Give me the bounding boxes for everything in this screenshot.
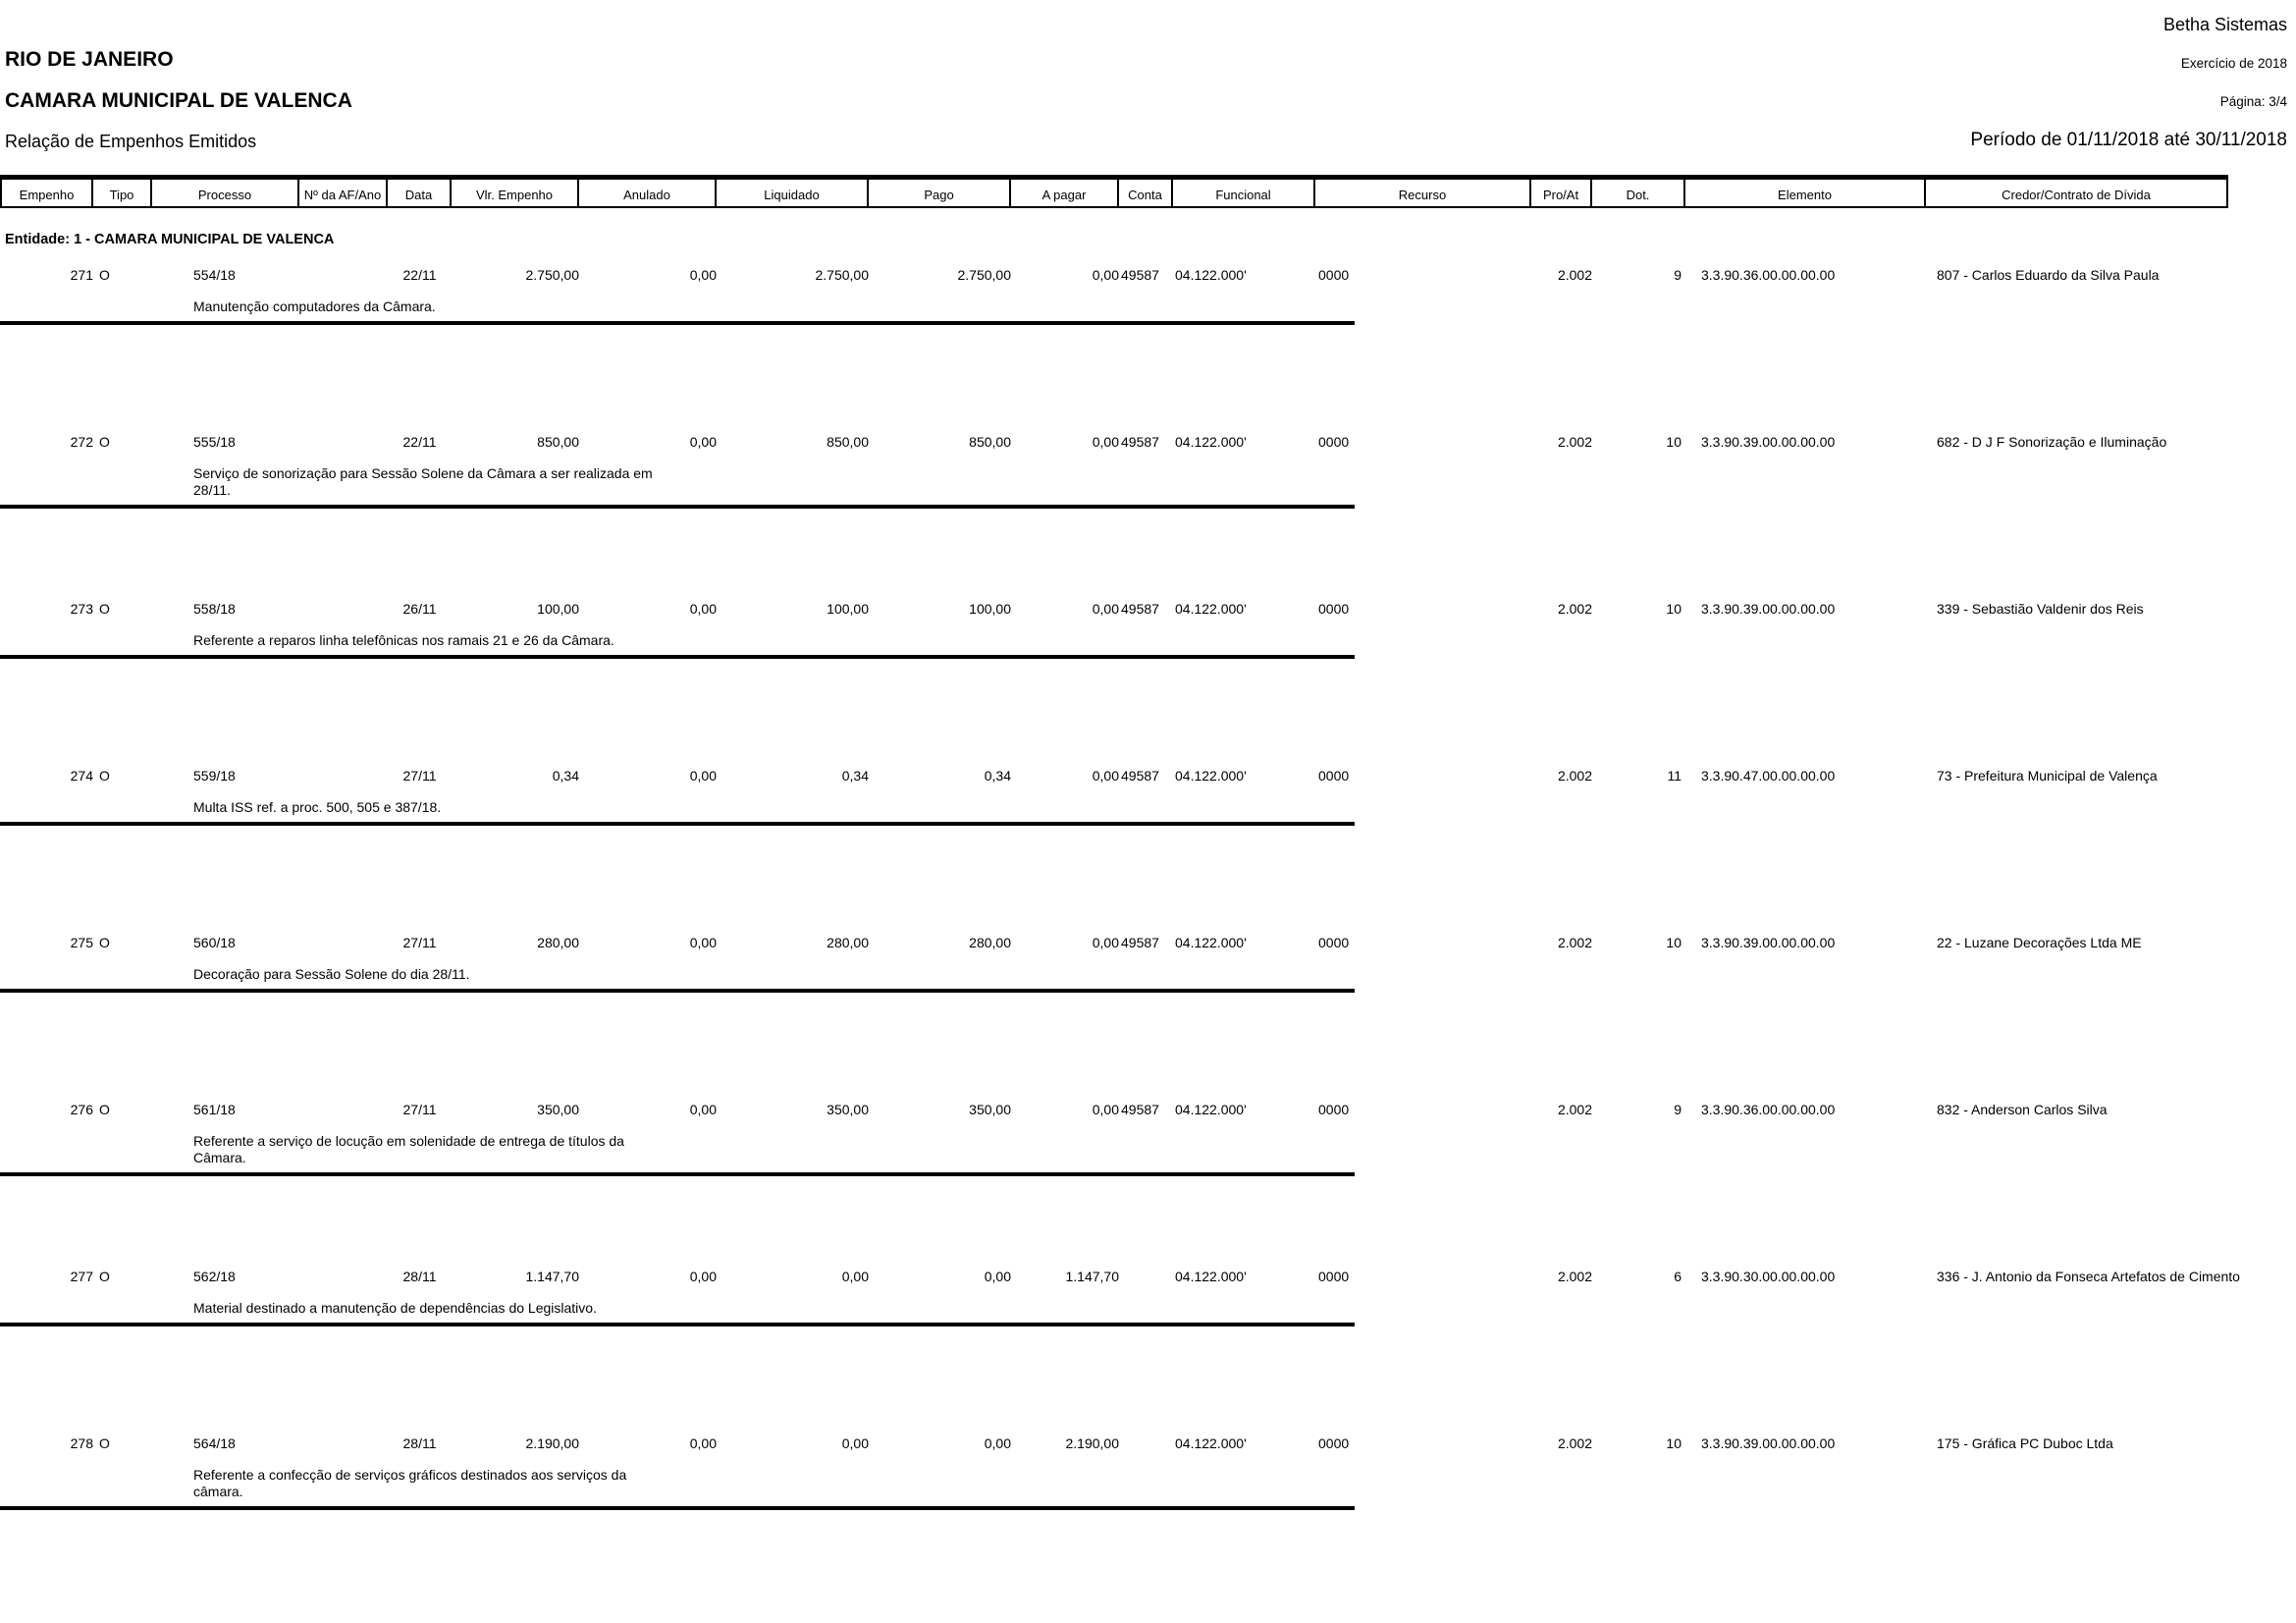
table-header-cell-11: Conta (1119, 178, 1173, 208)
cell-dot: 10 (1666, 601, 1682, 617)
vendor-name: Betha Sistemas (2163, 15, 2287, 34)
cell-af_ano (299, 599, 388, 619)
cell-af_ano (299, 1267, 388, 1286)
cell-pro_at: 2.002 (1557, 1435, 1592, 1451)
row-description: Referente a confecção de serviços gráficos destinados aos serviços da câmara. (193, 1467, 627, 1499)
row-separator (0, 1323, 1355, 1326)
cell-anulado: 0,00 (689, 1269, 717, 1284)
cell-processo: 560/18 (193, 935, 236, 950)
cell-elemento: 3.3.90.36.00.00.00.00 (1701, 267, 1836, 283)
page-number: Página: 3/4 (2219, 94, 2287, 109)
cell-tipo: O (99, 1435, 110, 1451)
row-separator (0, 1172, 1355, 1176)
cell-empenho: 275 (70, 935, 93, 950)
cell-af_ano (299, 1100, 388, 1119)
cell-elemento: 3.3.90.30.00.00.00.00 (1701, 1269, 1836, 1284)
report-city: RIO DE JANEIRO (5, 48, 174, 71)
cell-empenho: 276 (70, 1102, 93, 1117)
cell-a_pagar: 0,00 (1092, 1102, 1119, 1117)
cell-tipo: O (99, 768, 110, 784)
empenho-row (0, 1434, 2296, 1600)
cell-elemento: 3.3.90.39.00.00.00.00 (1701, 434, 1836, 450)
cell-recurso: 0000 (1318, 267, 1350, 283)
row-description: Serviço de sonorização para Sessão Solene da Câmara a ser realizada em 28/11. (193, 465, 653, 498)
table-header-cell-8: Liquidado (717, 178, 869, 208)
cell-liquidado: 100,00 (827, 601, 869, 617)
cell-vlr_empenho: 850,00 (537, 434, 579, 450)
row-description: Material destinado a manutenção de dependências do Legislativo. (193, 1300, 597, 1316)
row-description: Decoração para Sessão Solene do dia 28/11. (193, 966, 470, 982)
table-header-cell-2: Tipo (93, 178, 152, 208)
cell-anulado: 0,00 (689, 935, 717, 950)
cell-tipo: O (99, 1102, 110, 1117)
cell-processo: 562/18 (193, 1269, 236, 1284)
cell-vlr_empenho: 350,00 (537, 1102, 579, 1117)
cell-dot: 9 (1674, 267, 1682, 283)
cell-vlr_empenho: 2.190,00 (525, 1435, 579, 1451)
cell-dot: 10 (1666, 1435, 1682, 1451)
cell-pro_at: 2.002 (1557, 434, 1592, 450)
cell-af_ano (299, 933, 388, 952)
cell-recurso: 0000 (1318, 935, 1350, 950)
cell-anulado: 0,00 (689, 601, 717, 617)
cell-processo: 558/18 (193, 601, 236, 617)
cell-conta: 49587 (1121, 434, 1159, 450)
cell-vlr_empenho: 280,00 (537, 935, 579, 950)
cell-funcional: 04.122.000' (1175, 1435, 1247, 1451)
cell-pago: 100,00 (969, 601, 1011, 617)
row-values (0, 1267, 2296, 1286)
cell-funcional: 04.122.000' (1175, 434, 1247, 450)
empenho-row (0, 933, 2296, 1100)
cell-af_ano (299, 432, 388, 452)
cell-liquidado: 850,00 (827, 434, 869, 450)
cell-pago: 2.750,00 (957, 267, 1011, 283)
cell-funcional: 04.122.000' (1175, 1269, 1247, 1284)
cell-anulado: 0,00 (689, 768, 717, 784)
cell-pago: 280,00 (969, 935, 1011, 950)
table-header-cell-3: Processo (152, 178, 299, 208)
cell-anulado: 0,00 (689, 434, 717, 450)
cell-pro_at: 2.002 (1557, 1269, 1592, 1284)
cell-a_pagar: 0,00 (1092, 267, 1119, 283)
cell-liquidado: 2.750,00 (815, 267, 869, 283)
table-header-cell-13: Recurso (1315, 178, 1531, 208)
exercise-label: Exercício de 2018 (2180, 56, 2287, 71)
entity-line: Entidade: 1 - CAMARA MUNICIPAL DE VALENCA (5, 232, 335, 247)
cell-recurso: 0000 (1318, 434, 1350, 450)
cell-empenho: 274 (70, 768, 93, 784)
cell-conta (1119, 1434, 1173, 1453)
cell-data: 22/11 (402, 267, 437, 283)
cell-credor: 832 - Anderson Carlos Silva (1937, 1102, 2108, 1117)
cell-data: 27/11 (402, 768, 437, 784)
cell-vlr_empenho: 0,34 (552, 768, 579, 784)
cell-anulado: 0,00 (689, 1435, 717, 1451)
row-values (0, 599, 2296, 619)
cell-recurso: 0000 (1318, 1269, 1350, 1284)
cell-a_pagar: 0,00 (1092, 935, 1119, 950)
table-body (0, 265, 2296, 1600)
cell-liquidado: 0,00 (841, 1435, 869, 1451)
table-header-cell-6: Vlr. Empenho (452, 178, 579, 208)
row-separator (0, 655, 1355, 659)
cell-credor: 682 - D J F Sonorização e Iluminação (1937, 434, 2167, 450)
cell-elemento: 3.3.90.39.00.00.00.00 (1701, 1435, 1836, 1451)
cell-dot: 6 (1674, 1269, 1682, 1284)
cell-processo: 559/18 (193, 768, 236, 784)
empenho-row (0, 1267, 2296, 1434)
cell-empenho: 278 (70, 1435, 93, 1451)
cell-funcional: 04.122.000' (1175, 601, 1247, 617)
cell-af_ano (299, 265, 388, 285)
cell-tipo: O (99, 267, 110, 283)
row-description: Referente a serviço de locução em solenidade de entrega de títulos da Câmara. (193, 1133, 624, 1165)
cell-pago: 850,00 (969, 434, 1011, 450)
cell-a_pagar: 0,00 (1092, 601, 1119, 617)
cell-anulado: 0,00 (689, 267, 717, 283)
cell-pro_at: 2.002 (1557, 768, 1592, 784)
cell-tipo: O (99, 935, 110, 950)
cell-credor: 336 - J. Antonio da Fonseca Artefatos de Cimento (1937, 1269, 2240, 1284)
cell-af_ano (299, 1434, 388, 1453)
cell-conta (1119, 1267, 1173, 1286)
row-values (0, 766, 2296, 785)
cell-empenho: 272 (70, 434, 93, 450)
cell-credor: 807 - Carlos Eduardo da Silva Paula (1937, 267, 2160, 283)
cell-empenho: 271 (70, 267, 93, 283)
cell-data: 28/11 (402, 1435, 437, 1451)
cell-processo: 561/18 (193, 1102, 236, 1117)
cell-pago: 0,34 (984, 768, 1011, 784)
cell-vlr_empenho: 2.750,00 (525, 267, 579, 283)
cell-pro_at: 2.002 (1557, 1102, 1592, 1117)
row-separator (0, 989, 1355, 993)
cell-data: 22/11 (402, 434, 437, 450)
table-header-cell-17: Credor/Contrato de Dívida (1926, 178, 2228, 208)
table-header-cell-4: Nº da AF/Ano (299, 178, 388, 208)
cell-pro_at: 2.002 (1557, 935, 1592, 950)
empenho-row (0, 766, 2296, 933)
cell-funcional: 04.122.000' (1175, 768, 1247, 784)
cell-liquidado: 0,00 (841, 1269, 869, 1284)
table-header-cell-7: Anulado (579, 178, 717, 208)
cell-elemento: 3.3.90.47.00.00.00.00 (1701, 768, 1836, 784)
row-separator (0, 822, 1355, 826)
row-values (0, 432, 2296, 452)
cell-processo: 554/18 (193, 267, 236, 283)
row-values (0, 1100, 2296, 1119)
table-header-cell-5: Data (388, 178, 452, 208)
report-title: Relação de Empenhos Emitidos (5, 132, 257, 151)
cell-liquidado: 0,34 (841, 768, 869, 784)
cell-credor: 22 - Luzane Decorações Ltda ME (1937, 935, 2142, 950)
cell-conta: 49587 (1121, 267, 1159, 283)
cell-conta: 49587 (1121, 935, 1159, 950)
cell-dot: 10 (1666, 935, 1682, 950)
cell-pago: 350,00 (969, 1102, 1011, 1117)
cell-data: 27/11 (402, 1102, 437, 1117)
cell-vlr_empenho: 100,00 (537, 601, 579, 617)
cell-data: 26/11 (402, 601, 437, 617)
row-description: Manutenção computadores da Câmara. (193, 298, 436, 314)
cell-pago: 0,00 (984, 1269, 1011, 1284)
table-header-cell-16: Elemento (1685, 178, 1926, 208)
report-header-left (5, 47, 352, 152)
report-header-right (1970, 14, 2287, 151)
table-header-row (0, 178, 2228, 208)
cell-processo: 555/18 (193, 434, 236, 450)
row-separator (0, 1506, 1355, 1510)
cell-af_ano (299, 766, 388, 785)
cell-credor: 339 - Sebastião Valdenir dos Reis (1937, 601, 2144, 617)
cell-anulado: 0,00 (689, 1102, 717, 1117)
cell-conta: 49587 (1121, 601, 1159, 617)
cell-a_pagar: 0,00 (1092, 434, 1119, 450)
cell-recurso: 0000 (1318, 1102, 1350, 1117)
row-values (0, 933, 2296, 952)
empenho-row (0, 1100, 2296, 1267)
empenho-row (0, 432, 2296, 599)
cell-tipo: O (99, 1269, 110, 1284)
row-separator (0, 321, 1355, 325)
cell-liquidado: 350,00 (827, 1102, 869, 1117)
cell-funcional: 04.122.000' (1175, 267, 1247, 283)
cell-funcional: 04.122.000' (1175, 1102, 1247, 1117)
cell-credor: 73 - Prefeitura Municipal de Valença (1937, 768, 2158, 784)
cell-elemento: 3.3.90.36.00.00.00.00 (1701, 1102, 1836, 1117)
cell-tipo: O (99, 601, 110, 617)
cell-pro_at: 2.002 (1557, 267, 1592, 283)
cell-data: 27/11 (402, 935, 437, 950)
table-header-cell-15: Dot. (1592, 178, 1685, 208)
cell-data: 28/11 (402, 1269, 437, 1284)
cell-a_pagar: 2.190,00 (1065, 1435, 1119, 1451)
row-values (0, 1434, 2296, 1453)
cell-pago: 0,00 (984, 1435, 1011, 1451)
cell-dot: 11 (1667, 768, 1682, 784)
cell-conta: 49587 (1121, 768, 1159, 784)
cell-dot: 10 (1666, 434, 1682, 450)
cell-conta: 49587 (1121, 1102, 1159, 1117)
cell-processo: 564/18 (193, 1435, 236, 1451)
cell-tipo: O (99, 434, 110, 450)
cell-empenho: 273 (70, 601, 93, 617)
row-description: Multa ISS ref. a proc. 500, 505 e 387/18. (193, 799, 442, 815)
cell-a_pagar: 0,00 (1092, 768, 1119, 784)
table-header-cell-9: Pago (869, 178, 1011, 208)
cell-empenho: 277 (70, 1269, 93, 1284)
cell-credor: 175 - Gráfica PC Duboc Ltda (1937, 1435, 2113, 1451)
empenho-row (0, 265, 2296, 432)
report-period: Período de 01/11/2018 até 30/11/2018 (1970, 130, 2287, 150)
cell-pro_at: 2.002 (1557, 601, 1592, 617)
table-header-cell-12: Funcional (1173, 178, 1315, 208)
row-description: Referente a reparos linha telefônicas nos ramais 21 e 26 da Câmara. (193, 632, 614, 648)
cell-funcional: 04.122.000' (1175, 935, 1247, 950)
cell-recurso: 0000 (1318, 1435, 1350, 1451)
cell-recurso: 0000 (1318, 768, 1350, 784)
row-separator (0, 505, 1355, 509)
cell-vlr_empenho: 1.147,70 (525, 1269, 579, 1284)
cell-elemento: 3.3.90.39.00.00.00.00 (1701, 601, 1836, 617)
cell-liquidado: 280,00 (827, 935, 869, 950)
row-values (0, 265, 2296, 285)
cell-elemento: 3.3.90.39.00.00.00.00 (1701, 935, 1836, 950)
empenho-row (0, 599, 2296, 766)
cell-recurso: 0000 (1318, 601, 1350, 617)
cell-dot: 9 (1674, 1102, 1682, 1117)
table-header-cell-14: Pro/At (1531, 178, 1592, 208)
table-header-cell-10: A pagar (1011, 178, 1119, 208)
cell-a_pagar: 1.147,70 (1065, 1269, 1119, 1284)
table-header-cell-1: Empenho (0, 178, 93, 208)
report-org: CAMARA MUNICIPAL DE VALENCA (5, 89, 352, 112)
